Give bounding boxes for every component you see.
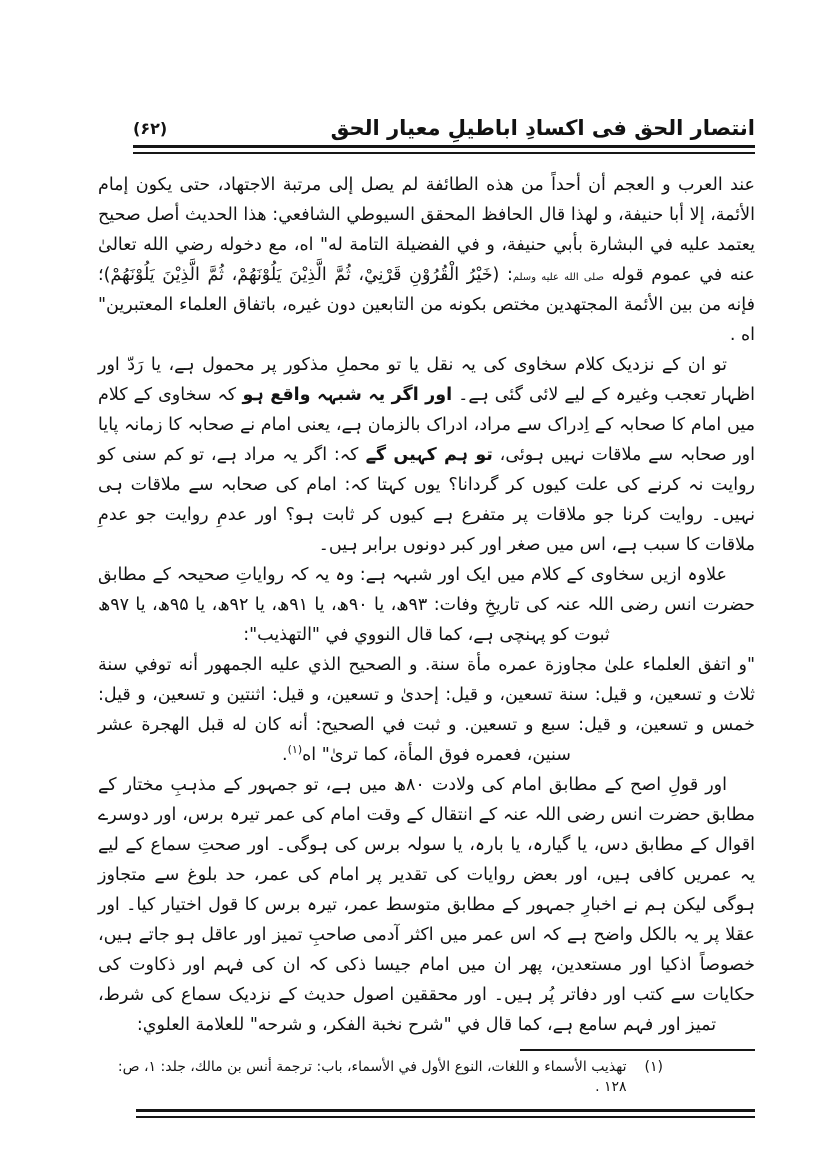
body-text	[98, 170, 755, 1040]
footnote-separator	[520, 1049, 755, 1051]
footnote-reference: (١)	[287, 743, 303, 757]
arabic-quote-period: .	[282, 745, 288, 765]
footnote	[98, 1057, 755, 1097]
paragraph-arabic-1-text-b: : (خَيْرُ الْقُرُوْنِ قَرْنِيْ، ثُمَّ الَّذِيْنَ يَلُوْنَهُمْ، ثُمَّ الَّذِيْنَ يَلُوْنَهُمْ)؛ فإنه من بين الأئمة المجتهدين مختص بكونه من التابعين دون غيره، باتفاق العلماء المعتبرين" اه .	[98, 265, 755, 345]
arabic-quote-text: "و اتفق العلماء علىٰ مجاوزة عمره مأة سنة. و الصحيح الذي عليه الجمهور أنه توفي سنة ثلاث و تسعين، و قيل: سنة تسعين، و قيل: إحدىٰ و تسعين، و قيل: اثنتين و تسعين، و قيل: خمس و تسعين، و قيل: سبع و تسعين. و ثبت في الصحيح: أنه كان له قبل الهجرة عشر سنين، فعمره فوق المأة، كما ترىٰ" اه	[98, 655, 755, 765]
paragraph-urdu-1	[98, 350, 755, 560]
paragraph-urdu-3: اور قولِ اصح کے مطابق امام کی ولادت ۸۰ھ میں ہے، تو جمہور کے مذہبِ مختار کے مطابق حضرت انس رضی اللہ عنہ کے انتقال کے وقت امام کی عمر تیرہ برس، اور دوسرے اقوال کے مطابق دس، یا گیارہ، یا بارہ، یا سولہ برس کی ہوگی۔ اور صحتِ سماع کے لیے یہ عمریں کافی ہیں، اور بعض روایات کی تقدیر پر امام کی عمر، حد بلوغ سے متجاوز ہوگی لیکن ہم نے اخبارِ جمہور کے مطابق متوسط عمر، تیرہ برس کا قول اختیار کیا۔ اور عقلا پر یہ بالکل واضح ہے کہ اس عمر میں اکثر آدمی صاحبِ تمیز اور عاقل ہو جاتے ہیں، خصوصاً اذکیا اور مستعدین، پھر ان میں امام جیسا ذکی کہ ان کی فہم اور ذکاوت کی حکایات سے کتب اور دفاتر پُر ہیں۔ اور محققین اصول حدیث کے نزدیک سماع کی شرط، تمیز اور فہم سامع ہے، کما قال في "شرح نخبة الفكر، و شرحه" للعلامة العلوي:	[98, 775, 755, 1035]
paragraph-urdu-1-seg1: تو ان کے نزدیک کلام سخاوی کی یہ نقل یا تو محملِ مذکور پر محمول ہے، یا رَدّ اور اظہار تعجب وغیرہ کے لیے لائی گئی ہے۔	[98, 355, 755, 405]
paragraph-urdu-2: علاوہ ازیں سخاوی کے کلام میں ایک اور شبہہ ہے: وہ یہ کہ روایاتِ صحیحہ کے مطابق حضرت انس رضی اللہ عنہ کی تاریخِ وفات: ۹۳ھ، یا ۹۰ھ، یا ۹۱ھ، یا ۹۲ھ، یا ۹۵ھ، یا ۹۷ھ ثبوت کو پہنچی ہے، کما قال النووي في "التهذيب":	[98, 565, 755, 645]
book-title: انتصار الحق فی اکسادِ اباطیلِ معیار الحق	[330, 116, 755, 140]
page-number: (۶۲)	[133, 119, 168, 138]
paragraph-arabic-1	[98, 170, 755, 350]
footnote-marker: (١)	[644, 1059, 663, 1075]
paragraph-urdu-1-bold1: اور اگر یہ شبہہ واقع ہو	[236, 385, 453, 405]
page-content	[98, 116, 755, 1118]
paragraph-urdu-1-seg2: کہ سخاوی کے کلام میں امام کا صحابہ کے اِدراک سے مراد، ادراک بالزمان ہے، یعنی امام نے صحابہ کا زمانہ پایا اور صحابہ سے ملاقات نہیں ہوئی،	[98, 385, 755, 465]
paragraph-arabic-quote	[98, 650, 755, 770]
bottom-double-rule	[136, 1109, 755, 1118]
paragraph-arabic-1-text-a: عند العرب و العجم أن أحداً من هذه الطائفة لم يصل إلى مرتبة الاجتهاد، حتى يكون إمام الأئمة، إلا أبا حنيفة، و لهذا قال الحافظ المحقق السيوطي الشافعي: هذا الحديث أصل صحيح يعتمد عليه في البشارة بأبي حنيفة، و في الفضيلة التامة له" اه، مع دخوله رضي الله تعالىٰ عنه في عموم قوله	[98, 175, 755, 285]
honorific-saw: صلى الله عليه وسلم	[512, 272, 604, 283]
footnote-text: تهذيب الأسماء و اللغات، النوع الأول في الأسماء، باب: ترجمة أنس بن مالك، جلد: ١، ص: ١٢٨ .	[117, 1059, 627, 1095]
paragraph-urdu-1-bold2: تو ہم کہیں گے	[358, 445, 493, 465]
page-header	[98, 116, 755, 140]
paragraph-urdu-1-seg3: کہ: اگر یہ مراد ہے، تو کم سنی کو روایت نہ کرنے کی علت کیوں کر گردانا؟ یوں کہتا کہ: امام کی صحابہ سے ملاقات ہی نہیں۔ روایت کرنا جو ملاقات پر متفرع ہے کیوں کر ثابت ہو؟ اور عدمِ روایت جو عدمِ ملاقات کا سبب ہے، اس میں صغر اور کبر دونوں برابر ہیں۔	[98, 445, 755, 555]
header-double-rule	[133, 145, 755, 154]
